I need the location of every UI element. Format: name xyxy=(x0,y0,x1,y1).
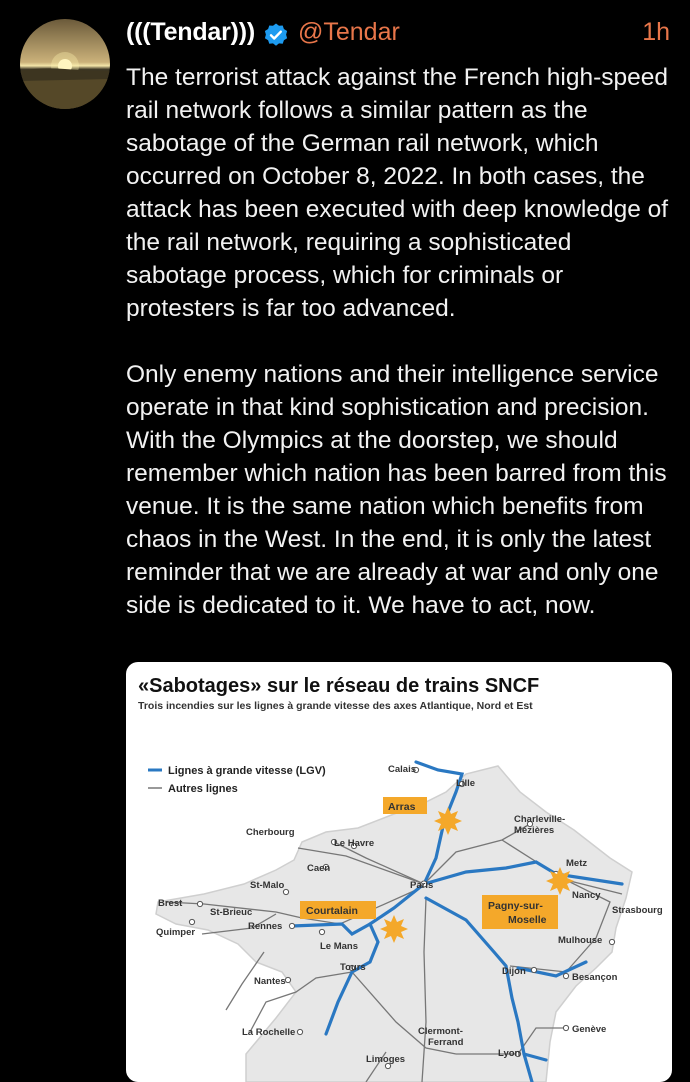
city-la-rochelle: La Rochelle xyxy=(242,1027,296,1038)
city-limoges: Limoges xyxy=(366,1054,406,1065)
france-rail-map xyxy=(126,662,672,1082)
tweet-text xyxy=(126,61,678,622)
city-le-havre: Le Havre xyxy=(334,838,375,849)
city-le-mans: Le Mans xyxy=(320,941,359,952)
site-pagny-line1: Pagny-sur- xyxy=(488,900,543,912)
city-clermont-2: Ferrand xyxy=(428,1037,464,1048)
city-nantes: Nantes xyxy=(254,976,286,987)
city-rennes: Rennes xyxy=(248,921,283,932)
tweet-header xyxy=(126,18,670,52)
verified-badge-icon xyxy=(263,22,289,48)
city-calais: Calais xyxy=(388,764,416,775)
city-caen: Caen xyxy=(307,863,331,874)
site-pagny-line2: Moselle xyxy=(508,914,547,926)
city-brest: Brest xyxy=(158,898,183,909)
display-name[interactable]: (((Tendar))) xyxy=(126,18,256,46)
site-courtalain: Courtalain xyxy=(306,905,358,917)
map-subtitle: Trois incendies sur les lignes à grande vitesse des axes Atlantique, Nord et Est xyxy=(138,700,533,712)
city-strasbourg: Strasbourg xyxy=(612,905,663,916)
city-quimper: Quimper xyxy=(156,927,196,938)
tweet-paragraph-1: The terrorist attack against the French high-speed rail network follows a similar pattern as the sabotage of the German rail network, which occurred on October 8, 2022. In both cases, the attack has been executed with deep knowledge of the rail network, requiring a sophisticated sabotage process, which for criminals or protesters is far too advanced. xyxy=(126,64,669,322)
city-clermont-1: Clermont- xyxy=(418,1026,463,1037)
city-tours: Tours xyxy=(340,962,366,973)
city-lyon: Lyon xyxy=(498,1048,521,1059)
avatar[interactable] xyxy=(20,19,110,109)
map-title: «Sabotages» sur le réseau de trains SNCF xyxy=(138,675,540,697)
city-st-brieuc: St-Brieuc xyxy=(210,907,253,918)
city-geneve: Genève xyxy=(572,1024,607,1035)
site-arras: Arras xyxy=(388,801,416,813)
courtalain-burst-icon xyxy=(380,915,408,943)
city-nancy: Nancy xyxy=(572,890,601,901)
city-mulhouse: Mulhouse xyxy=(558,935,603,946)
city-metz: Metz xyxy=(566,858,588,869)
tweet-paragraph-2: Only enemy nations and their intelligence service operate in that kind sophistication and precision. With the Olympics at the doorstep, we should remember which nation has been barred from this venue. It is the same nation which benefits from chaos in the West. In the end, it is only the latest reminder that we are already at war and only one side is dedicated to it. We have to act, now. xyxy=(126,361,667,619)
city-lille: Lille xyxy=(456,778,476,789)
pagny-burst-icon xyxy=(546,867,574,895)
map-image-card[interactable] xyxy=(126,662,672,1082)
city-st-malo: St-Malo xyxy=(250,880,285,891)
user-handle[interactable]: @Tendar xyxy=(298,18,400,46)
arras-burst-icon xyxy=(434,807,462,835)
legend-other-label: Autres lignes xyxy=(168,783,238,795)
city-besancon: Besançon xyxy=(572,972,618,983)
city-charleville-1: Charleville- xyxy=(514,814,566,825)
timestamp[interactable]: 1h xyxy=(642,18,670,46)
city-dijon: Dijon xyxy=(502,966,526,977)
city-charleville-2: Mézières xyxy=(514,825,555,836)
city-cherbourg: Cherbourg xyxy=(246,827,295,838)
city-paris: Paris xyxy=(410,880,434,891)
legend-lgv-label: Lignes à grande vitesse (LGV) xyxy=(168,765,326,777)
